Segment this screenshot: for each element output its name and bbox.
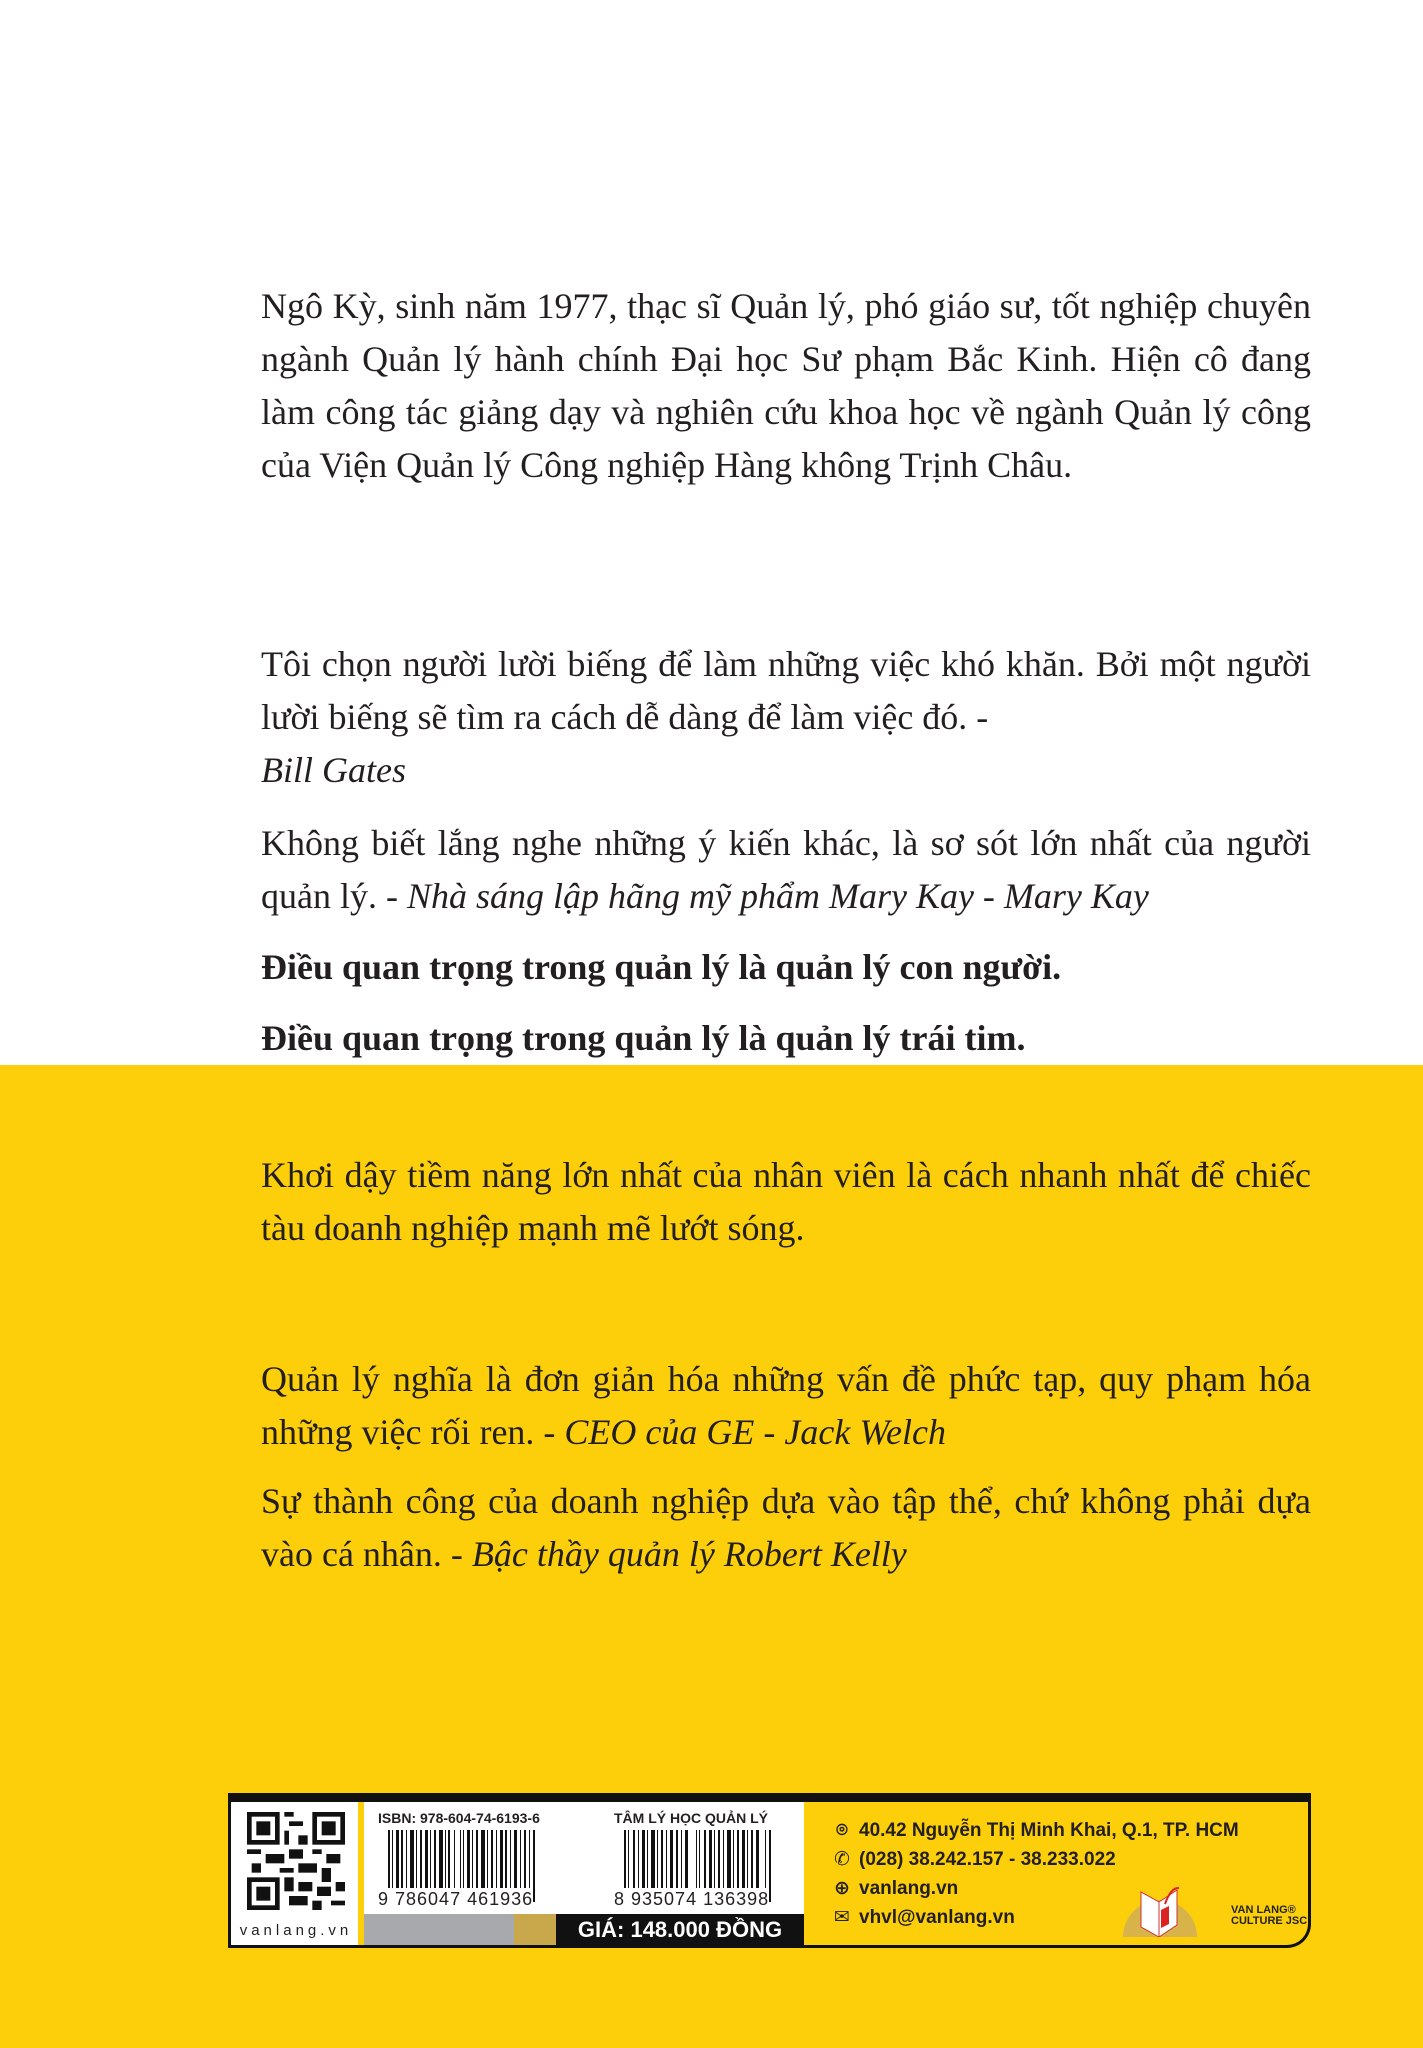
email-link[interactable]: vhvl@vanlang.vn — [859, 1907, 1015, 1928]
quote-author: Nhà sáng lập hãng mỹ phẩm Mary Kay - Mary Kay — [406, 876, 1149, 916]
envelope-icon: ✉ — [834, 1907, 850, 1928]
quote-text: Sự thành công của doanh nghiệp dựa vào tập thể, chứ không phải dựa vào cá nhân. - — [261, 1481, 1311, 1574]
publisher-brand — [1231, 1905, 1307, 1927]
price-label: GIÁ: 148.000 ĐỒNG — [556, 1914, 804, 1945]
quote-bill-gates — [261, 638, 1311, 797]
qr-code-icon — [247, 1812, 345, 1910]
quote-text: Không biết lắng nghe những ý kiến khác, là sơ sót lớn nhất của người quản lý. - — [261, 823, 1311, 916]
quote-author: CEO của GE - Jack Welch — [564, 1412, 946, 1452]
brand-line-2: CULTURE JSC — [1231, 1915, 1308, 1927]
gold-strip — [514, 1914, 556, 1945]
phone-row — [831, 1845, 1239, 1874]
globe-icon: ⊕ — [834, 1878, 850, 1899]
gray-strip — [364, 1914, 514, 1945]
quote-jack-welch — [261, 1353, 1311, 1459]
phone-icon: ✆ — [834, 1849, 850, 1870]
author-bio: Ngô Kỳ, sinh năm 1977, thạc sĩ Quản lý, phó giáo sư, tốt nghiệp chuyên ngành Quản lý hành chính Đại học Sư phạm Bắc Kinh. Hiện cô đang làm công tác giảng dạy và nghiên cứu khoa học về ngành Quản lý công của Viện Quản lý Công nghiệp Hàng không Trịnh Châu. — [261, 286, 1311, 485]
address-text: 40.42 Nguyễn Thị Minh Khai, Q.1, TP. HCM — [859, 1820, 1239, 1841]
isbn-label: ISBN: 978-604-74-6193-6 — [378, 1810, 540, 1826]
phone-text: (028) 38.242.157 - 38.233.022 — [859, 1849, 1116, 1870]
address-row — [831, 1816, 1239, 1845]
yellow-paragraph: Khơi dậy tiềm năng lớn nhất của nhân viên là cách nhanh nhất để chiếc tàu doanh nghiệp mạnh mẽ lướt sóng. — [261, 1155, 1311, 1248]
isbn-digits: 9 786047 461936 — [378, 1889, 534, 1909]
publisher-logo — [1121, 1882, 1199, 1937]
qr-url: vanlang.vn — [239, 1922, 353, 1939]
bold-line-1: Điều quan trọng trong quản lý là quản lý con người. — [261, 947, 1062, 987]
quote-text: Quản lý nghĩa là đơn giản hóa những vấn đề phức tạp, quy phạm hóa những việc rối ren. - — [261, 1359, 1311, 1452]
quote-text: Tôi chọn người lười biếng để làm những việc khó khăn. Bởi một người lười biếng sẽ tìm ra cách dễ dàng để làm việc đó. - — [261, 644, 1311, 737]
book-title-label: TÂM LÝ HỌC QUẢN LÝ — [614, 1810, 768, 1826]
quote-author: Bậc thầy quản lý Robert Kelly — [471, 1534, 907, 1574]
bold-line-2: Điều quan trọng trong quản lý là quản lý trái tim. — [261, 1018, 1026, 1058]
qr-code[interactable] — [231, 1802, 361, 1945]
quote-robert-kelly — [261, 1475, 1311, 1581]
ean-digits: 8 935074 136398 — [614, 1889, 770, 1909]
brand-line-1: VAN LANG® — [1231, 1904, 1296, 1916]
website-link[interactable]: vanlang.vn — [859, 1878, 959, 1899]
quote-mary-kay — [261, 817, 1311, 923]
publisher-info-box — [228, 1793, 1311, 1948]
location-pin-icon: ⌾ — [836, 1820, 848, 1841]
quote-author: Bill Gates — [261, 750, 406, 790]
